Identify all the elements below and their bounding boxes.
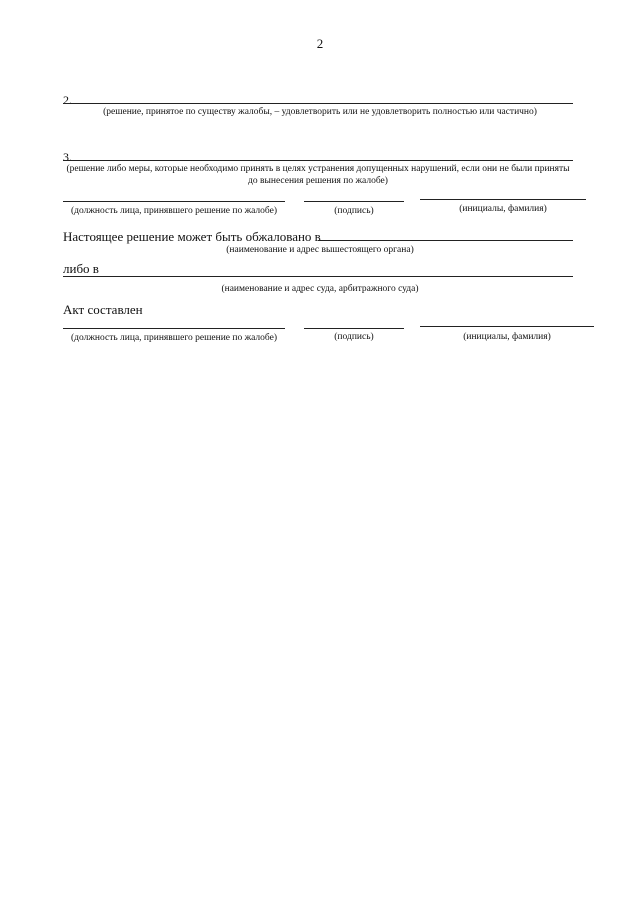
sign2-name-caption: (инициалы, фамилия) — [463, 332, 551, 342]
sign1-signature-caption: (подпись) — [334, 206, 374, 216]
sign2-position-caption: (должность лица, принявшего решение по жалобе) — [70, 333, 278, 343]
sign1-name-caption: (инициалы, фамилия) — [459, 204, 547, 214]
court-caption: (наименование и адрес суда, арбитражного суда) — [221, 284, 419, 294]
court-text: либо в — [63, 261, 99, 276]
sign1-name-line — [420, 199, 586, 200]
sign2-name-line — [420, 326, 594, 327]
sign1-position-caption: (должность лица, принявшего решение по жалобе) — [70, 206, 278, 216]
appeal-text: Настоящее решение может быть обжаловано в — [63, 229, 321, 244]
sign1-signature-line — [304, 201, 404, 202]
sign1-position-line — [63, 201, 285, 202]
act-text: Акт составлен — [63, 302, 143, 317]
sign2-signature-caption: (подпись) — [334, 332, 374, 342]
page-number: 2 — [316, 36, 324, 51]
item-3-number: 3. — [63, 150, 72, 164]
item-3-line — [63, 160, 573, 161]
item-2-caption: (решение, принятое по существу жалобы, – удовлетворить или не удовлетворить полностью или частично) — [103, 107, 537, 117]
appeal-caption: (наименование и адрес вышестоящего органа) — [226, 245, 414, 255]
sign2-signature-line — [304, 328, 404, 329]
item-3-caption: (решение либо меры, которые необходимо принять в целях устранения допущенных нарушений, если они не были приняты до вынесения решения по жалобе) — [66, 164, 570, 186]
court-line — [63, 276, 573, 277]
appeal-line — [318, 240, 573, 241]
sign2-position-line — [63, 328, 285, 329]
item-2-line — [63, 103, 573, 104]
item-2-number: 2. — [63, 93, 72, 107]
